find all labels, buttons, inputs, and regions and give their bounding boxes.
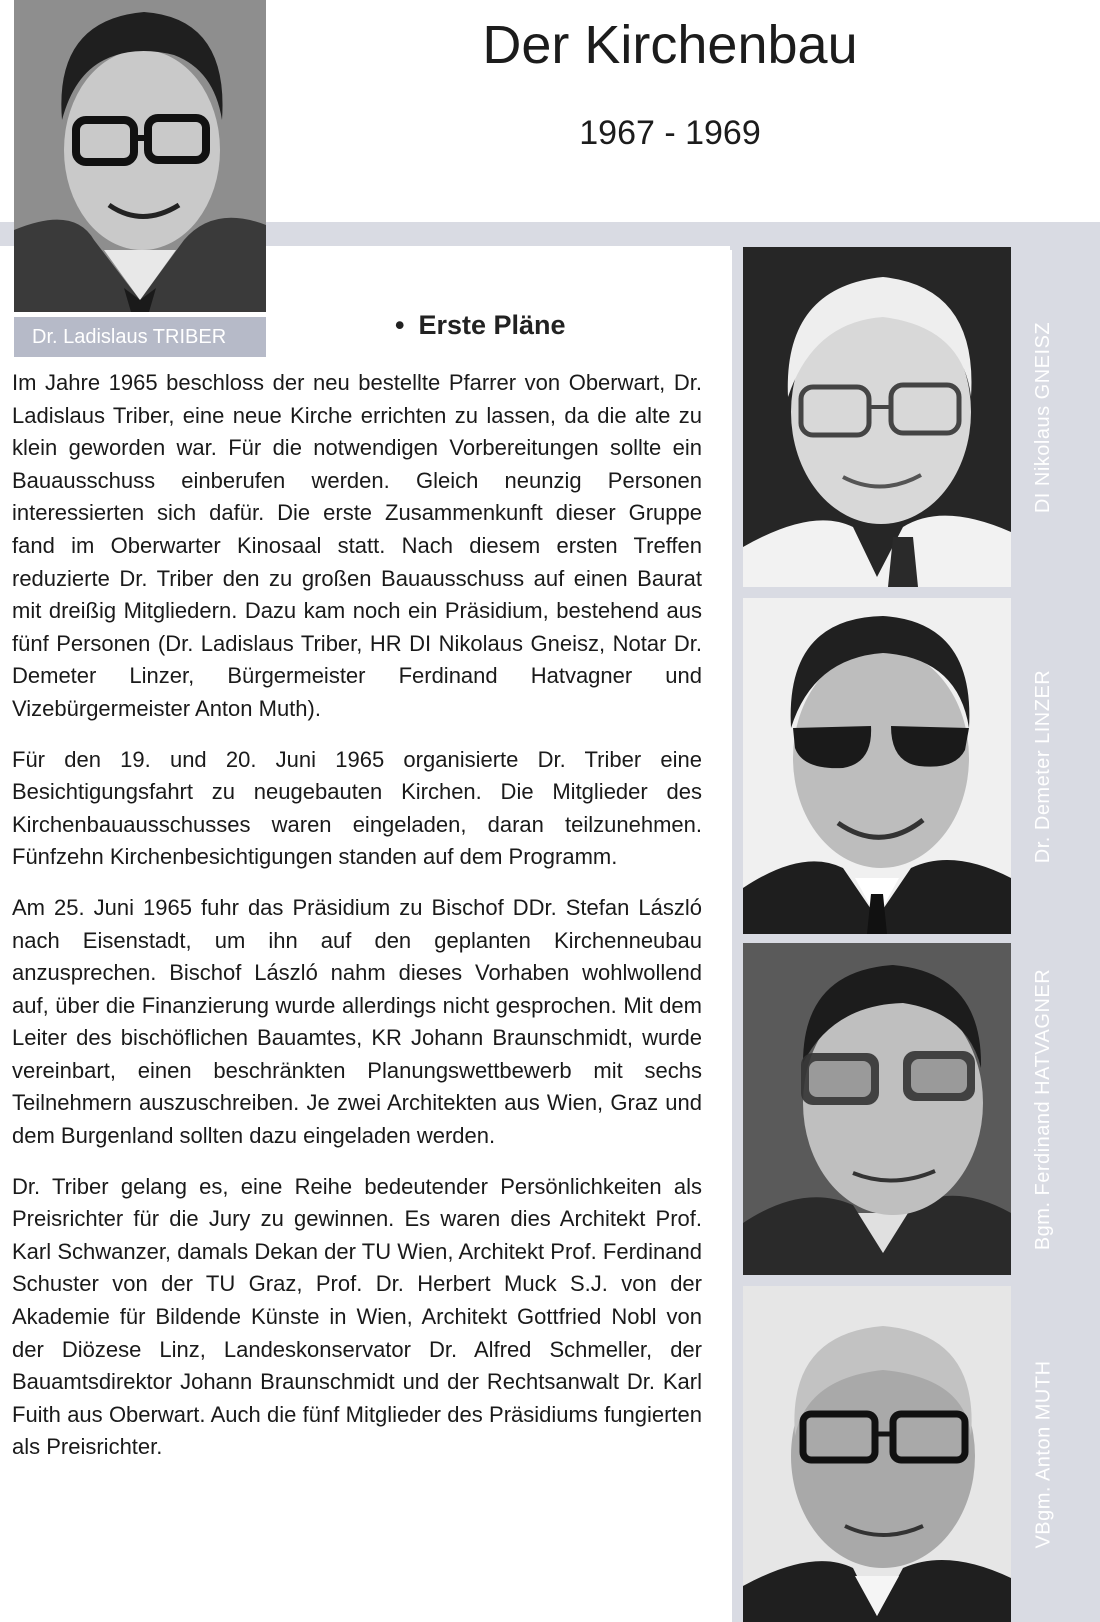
portrait-photo-gneisz [743,247,1011,587]
portrait-photo-linzer [743,598,1011,934]
portrait-caption-hatvagner-text: Bgm. Ferdinand HATVAGNER [1032,968,1055,1250]
bullet-icon: • [395,310,405,340]
portrait-caption-gneisz-text: DI Nikolaus GNEISZ [1032,321,1055,513]
section-heading-text: Erste Pläne [418,310,566,340]
portrait-caption-triber: Dr. Ladislaus TRIBER [14,317,266,357]
portrait-caption-muth-text: VBgm. Anton MUTH [1032,1359,1055,1549]
paragraph: Am 25. Juni 1965 fuhr das Präsidium zu Bischof DDr. Stefan László nach Eisenstadt, um ihn auf den geplanten Kirchenneubau anzusprechen. Bischof László nahm dieses Vorhaben wohlwollend auf, über die Finanzierung wurde allerdings nicht gesprochen. Mit dem Leiter des bischöflichen Bauamtes, KR Johann Braunschmidt, wurde vereinbart, einen beschränkten Planungswettbewerb mit sechs Teilnehmern auszuschreiben. Je zwei Architekten aus Wien, Graz und dem Burgenland sollten dazu eingeladen werden. [12,894,702,1149]
section-heading [395,310,566,341]
portrait-caption-gneisz [1016,247,1072,587]
portrait-caption-linzer-text: Dr. Demeter LINZER [1032,669,1055,863]
portrait-caption-hatvagner [1016,943,1072,1275]
page-subtitle-years: 1967 - 1969 [579,114,761,152]
portrait-photo-triber [14,0,266,312]
paragraph: Dr. Triber gelang es, eine Reihe bedeutender Persönlichkeiten als Preisrichter für die Jury zu gewinnen. Es waren dies Architekt Prof. Karl Schwanzer, damals Dekan der TU Wien, Architekt Prof. Ferdinand Schuster von der TU Graz, Prof. Dr. Herbert Muck S.J. von der Akademie für Bildende Künste in Wien, Architekt Gottfried Nobl von der Diözese Linz, Landeskonservator Dr. Alfred Schmeller, der Bauamtsdirektor Johann Braunschmidt und der Rechtsanwalt Dr. Karl Fuith aus Oberwart. Auch die fünf Mitglieder des Präsidiums fungierten als Preisrichter. [12,1173,702,1460]
portrait-caption-linzer [1016,598,1072,934]
portrait-photo-hatvagner [743,943,1011,1275]
page-title: Der Kirchenbau [482,15,858,75]
portrait-caption-muth [1016,1286,1072,1622]
portrait-photo-muth [743,1286,1011,1622]
article-body [12,367,702,1482]
paragraph: Für den 19. und 20. Juni 1965 organisierte Dr. Triber eine Besichtigungsfahrt zu neugebauten Kirchen. Die Mitglieder des Kirchenbauausschusses waren eingeladen, daran teilzunehmen. Fünfzehn Kirchenbesichtigungen standen auf dem Programm. [12,746,702,870]
paragraph: Im Jahre 1965 beschloss der neu bestellte Pfarrer von Oberwart, Dr. Ladislaus Triber, eine neue Kirche errichten zu lassen, da die alte zu klein geworden war. Für die notwendigen Vorbereitungen sollte ein Bauausschuss einberufen werden. Gleich neunzig Personen interessierten sich dafür. Die erste Zusammenkunft dieser Gruppe fand im Oberwarter Kinosaal statt. Nach diesem ersten Treffen reduzierte Dr. Triber den zu großen Bauausschuss auf einen Baurat mit dreißig Mitgliedern. Dazu kam noch ein Präsidium, bestehend aus fünf Personen (Dr. Ladislaus Triber, HR DI Nikolaus Gneisz, Notar Dr. Demeter Linzer, Bürgermeister Ferdinand Hatvagner und Vizebürgermeister Anton Muth). [12,370,702,721]
